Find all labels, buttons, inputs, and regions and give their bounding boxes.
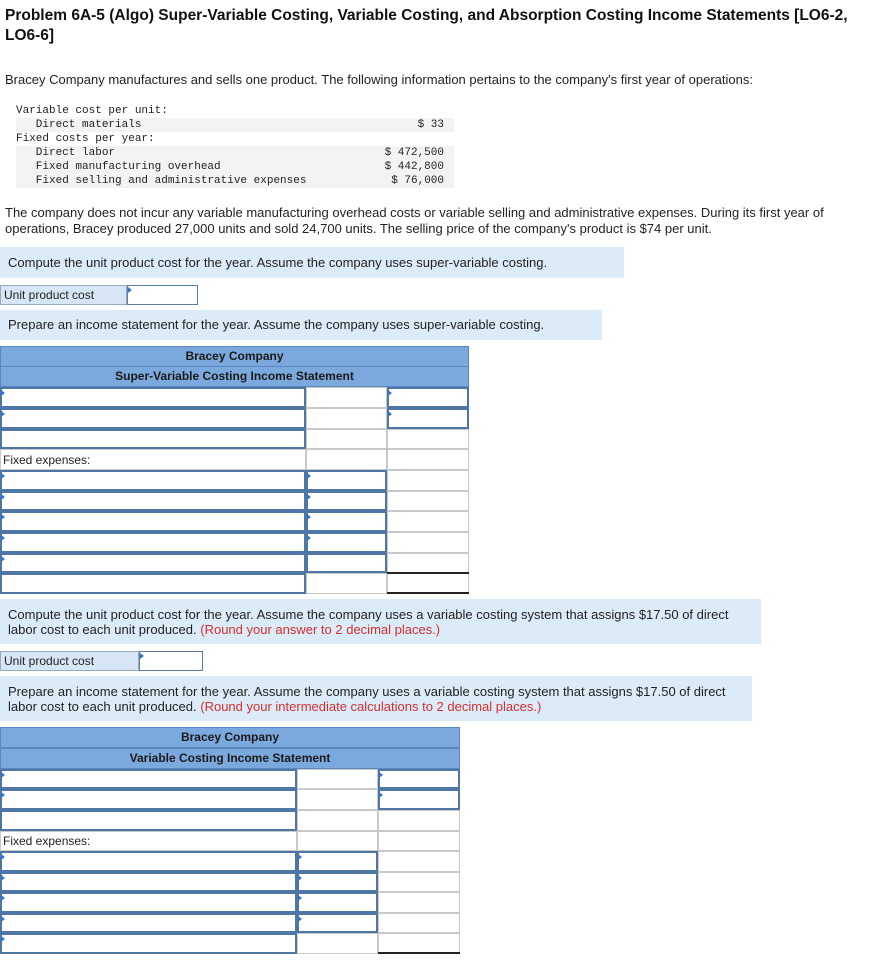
input-flag-icon: [307, 535, 311, 541]
q2-label-input[interactable]: [0, 573, 306, 594]
q4-cell: [297, 789, 378, 810]
input-flag-icon: [1, 854, 5, 860]
input-flag-icon: [298, 875, 302, 881]
q2-cell: [387, 449, 469, 470]
q4-cell: [378, 892, 460, 913]
q3-label: Unit product cost: [0, 651, 139, 671]
input-flag-icon: [140, 653, 144, 659]
q4-amount-input[interactable]: [378, 789, 460, 810]
q4-amount-input[interactable]: [297, 892, 378, 913]
q4-cell: [378, 831, 460, 851]
q4-cell: [378, 913, 460, 933]
q2-label-input[interactable]: [0, 387, 306, 408]
q4-company-name: Bracey Company: [0, 727, 460, 748]
q2-cell: [306, 408, 387, 429]
q4-amount-input[interactable]: [297, 872, 378, 892]
q1-label: Unit product cost: [0, 285, 127, 305]
input-flag-icon: [307, 494, 311, 500]
q2-label-input[interactable]: [0, 429, 306, 449]
q2-cell: [306, 449, 387, 470]
q4-label-input[interactable]: [0, 892, 297, 913]
input-flag-icon: [388, 411, 392, 417]
q2-statement-title: Super-Variable Costing Income Statement: [0, 366, 469, 387]
q2-amount-input[interactable]: [387, 408, 469, 429]
q2-total-underline: [387, 572, 469, 574]
input-flag-icon: [1, 390, 5, 396]
q2-label-input[interactable]: [0, 532, 306, 553]
q2-amount-input[interactable]: [387, 387, 469, 408]
input-flag-icon: [379, 792, 383, 798]
q4-label-input[interactable]: [0, 872, 297, 892]
q4-label-input[interactable]: [0, 913, 297, 933]
q4-fixed-expenses-label: Fixed expenses:: [3, 834, 91, 848]
q2-fixed-expenses-label: Fixed expenses:: [3, 453, 91, 467]
q4-label-input[interactable]: [0, 933, 297, 954]
cost-row: Variable cost per unit:: [16, 105, 168, 117]
q2-cell: [387, 470, 469, 491]
q4-cell: [378, 933, 460, 954]
q2-amount-input[interactable]: [306, 511, 387, 532]
q4-amount-input[interactable]: [378, 769, 460, 789]
q2-fixed-expenses-row: [0, 449, 306, 470]
input-flag-icon: [1, 936, 5, 942]
q2-cell: [387, 573, 469, 594]
q2-label-input[interactable]: [0, 491, 306, 511]
q4-fixed-expenses-row: [0, 831, 297, 851]
q4-statement-title: Variable Costing Income Statement: [0, 748, 460, 769]
input-flag-icon: [1, 792, 5, 798]
q4-cell: [297, 769, 378, 789]
input-flag-icon: [307, 473, 311, 479]
q2-cell: [387, 491, 469, 511]
input-flag-icon: [298, 916, 302, 922]
cost-row: Fixed manufacturing overhead $ 442,800: [16, 160, 454, 174]
q3-unit-cost-input[interactable]: [139, 651, 203, 671]
q4-amount-input[interactable]: [297, 851, 378, 872]
q2-label-input[interactable]: [0, 470, 306, 491]
q2-company-name: Bracey Company: [0, 346, 469, 367]
q2-cell: [306, 573, 387, 594]
input-flag-icon: [128, 287, 132, 293]
q2-cell: [387, 511, 469, 532]
q2-cell: [306, 429, 387, 449]
input-flag-icon: [307, 514, 311, 520]
q2-label-input[interactable]: [0, 553, 306, 573]
q2-label-input[interactable]: [0, 511, 306, 532]
q4-cell: [297, 933, 378, 954]
problem-paragraph: The company does not incur any variable manufacturing overhead costs or variable selling and administrative expenses. During its first year of operations, Bracey produced 27,000 units and sold 24,700 units. The selling price of the company's product is $74 per unit.: [5, 205, 824, 236]
input-flag-icon: [1, 535, 5, 541]
q4-label-input[interactable]: [0, 851, 297, 872]
q2-cell: [387, 429, 469, 449]
input-flag-icon: [1, 556, 5, 562]
q4-prompt: Prepare an income statement for the year. Assume the company uses a variable costing system that assigns $17.50 of direct labor cost to each unit produced. (Round your intermediate calculations to 2 decimal places.): [0, 676, 752, 721]
q2-label-input[interactable]: [0, 408, 306, 429]
input-flag-icon: [1, 494, 5, 500]
cost-row: Direct labor $ 472,500: [16, 146, 454, 160]
q4-cell: [378, 851, 460, 872]
q4-cell: [378, 872, 460, 892]
input-flag-icon: [1, 875, 5, 881]
input-flag-icon: [298, 895, 302, 901]
cost-row: Fixed costs per year:: [16, 133, 155, 145]
q2-amount-input[interactable]: [306, 532, 387, 553]
input-flag-icon: [298, 854, 302, 860]
q4-label-input[interactable]: [0, 810, 297, 831]
q4-label-input[interactable]: [0, 769, 297, 789]
q2-amount-input[interactable]: [306, 553, 387, 573]
q1-unit-cost-input[interactable]: [127, 285, 198, 305]
q2-cell: [306, 387, 387, 408]
input-flag-icon: [388, 390, 392, 396]
cost-row: Fixed selling and administrative expenses $ 76,000: [16, 174, 454, 188]
q2-cell: [387, 553, 469, 573]
q2-double-underline: [387, 592, 469, 594]
q2-cell: [387, 532, 469, 553]
input-flag-icon: [379, 772, 383, 778]
q2-prompt: Prepare an income statement for the year. Assume the company uses super-variable costing.: [0, 310, 602, 340]
q3-prompt: Compute the unit product cost for the year. Assume the company uses a variable costing system that assigns $17.50 of direct labor cost to each unit produced. (Round your answer to 2 decimal places.): [0, 599, 761, 644]
intro-text: Bracey Company manufactures and sells one product. The following information pertains to the company's first year of operations:: [5, 72, 753, 87]
q4-cell: [297, 810, 378, 831]
input-flag-icon: [1, 411, 5, 417]
q4-amount-input[interactable]: [297, 913, 378, 933]
q4-cell: [378, 810, 460, 831]
q4-total-underline: [378, 952, 460, 954]
q4-cell: [297, 831, 378, 851]
page-title: Problem 6A-5 (Algo) Super-Variable Costing, Variable Costing, and Absorption Costing Income Statements [LO6-2, LO6-6]: [5, 7, 848, 44]
q2-amount-input[interactable]: [306, 470, 387, 491]
q2-amount-input[interactable]: [306, 491, 387, 511]
cost-row: Direct materials $ 33: [16, 118, 454, 132]
q4-label-input[interactable]: [0, 789, 297, 810]
input-flag-icon: [1, 514, 5, 520]
input-flag-icon: [1, 895, 5, 901]
input-flag-icon: [1, 473, 5, 479]
input-flag-icon: [1, 916, 5, 922]
input-flag-icon: [1, 772, 5, 778]
q1-prompt: Compute the unit product cost for the year. Assume the company uses super-variable costing.: [0, 247, 624, 278]
